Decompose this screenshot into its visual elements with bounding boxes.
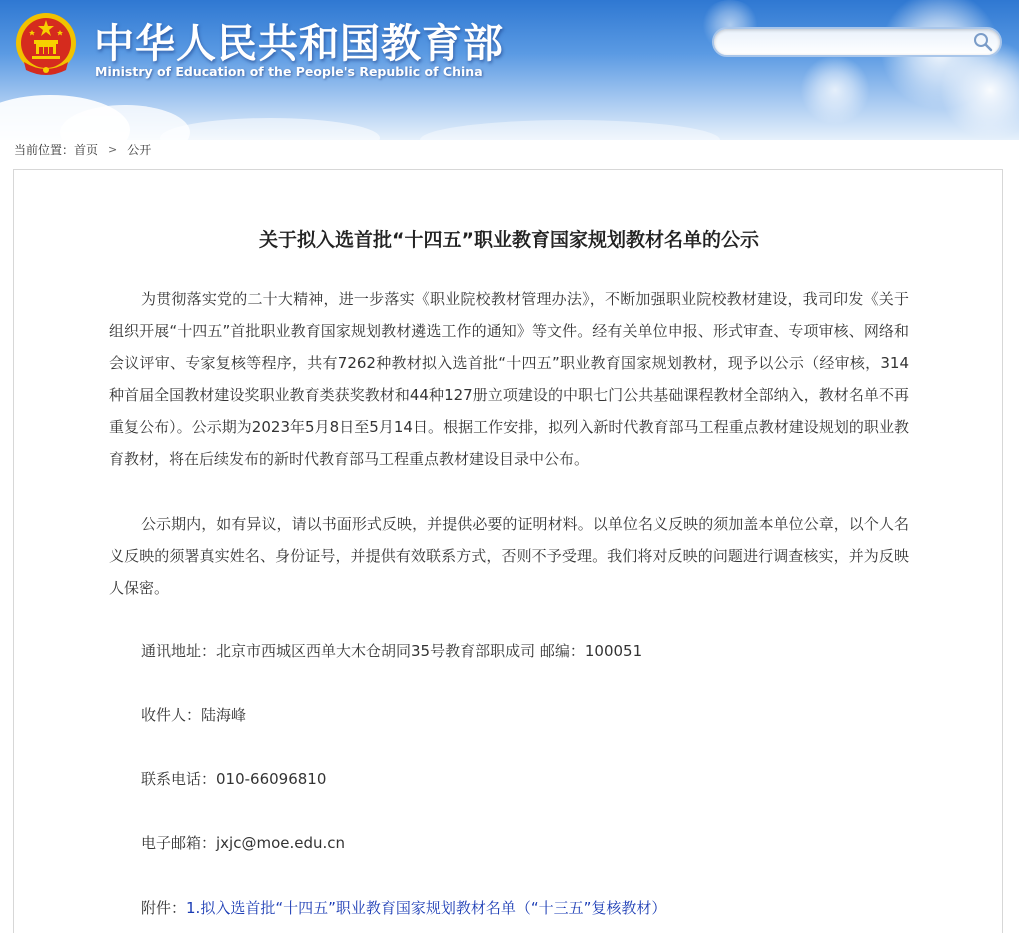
breadcrumb-label: 当前位置： [14,142,75,157]
attachment-link[interactable]: 1.拟入选首批“十四五”职业教育国家规划教材名单（“十三五”复核教材） [186,899,667,917]
site-title[interactable]: 中华人民共和国教育部 [94,21,504,67]
cloud-decoration [160,118,380,140]
contact-email: 电子邮箱：jxjc@moe.edu.cn [141,834,346,852]
breadcrumb-home-link[interactable]: 首页 [74,142,99,157]
article-container [13,169,1003,933]
attachment-line [141,897,666,918]
site-header [0,0,1019,140]
breadcrumb-public-link[interactable]: 公开 [127,142,152,157]
article-paragraph: 为贯彻落实党的二十大精神，进一步落实《职业院校教材管理办法》，不断加强职业院校教材建设，我司印发《关于组织开展“十四五”首批职业教育国家规划教材遴选工作的通知》等文件。经有关单位申报、形式审查、专项审核、网络和会议评审、专家复核等程序，共有7262种教材拟入选首批“十四五”职业教育国家规划教材，现予以公示（经审核，314种首届全国教材建设奖职业教育类获奖教材和44种127册立项建设的中职七门公共基础课程教材全部纳入，教材名单不再重复公布）。公示期为2023年5月8日至5月14日。根据工作安排，拟列入新时代教育部马工程重点教材建设规划的职业教育教材，将在后续发布的新时代教育部马工程重点教材建设目录中公布。 [109,290,909,468]
site-subtitle: Ministry of Education of the People's Republic of China [95,64,483,79]
breadcrumb-separator: > [108,142,118,156]
contact-phone: 联系电话：010-66096810 [141,770,327,788]
breadcrumb [14,140,151,158]
contact-recipient: 收件人：陆海峰 [141,706,247,724]
search-icon[interactable] [972,31,994,53]
cloud-decoration [420,120,720,140]
search-box [712,27,1002,57]
national-emblem-icon[interactable] [14,10,78,78]
contact-address: 通讯地址：北京市西城区西单大木仓胡同35号教育部职成司 邮编：100051 [141,642,643,660]
dandelion-decoration [800,55,870,125]
article-title: 关于拟入选首批“十四五”职业教育国家规划教材名单的公示 [259,229,759,251]
article-paragraph: 公示期内，如有异议，请以书面形式反映，并提供必要的证明材料。以单位名义反映的须加盖本单位公章，以个人名义反映的须署真实姓名、身份证号，并提供有效联系方式，否则不予受理。我们将对反映的问题进行调查核实，并为反映人保密。 [109,515,909,597]
attachment-label: 附件： [141,899,187,917]
search-input[interactable] [724,32,974,52]
